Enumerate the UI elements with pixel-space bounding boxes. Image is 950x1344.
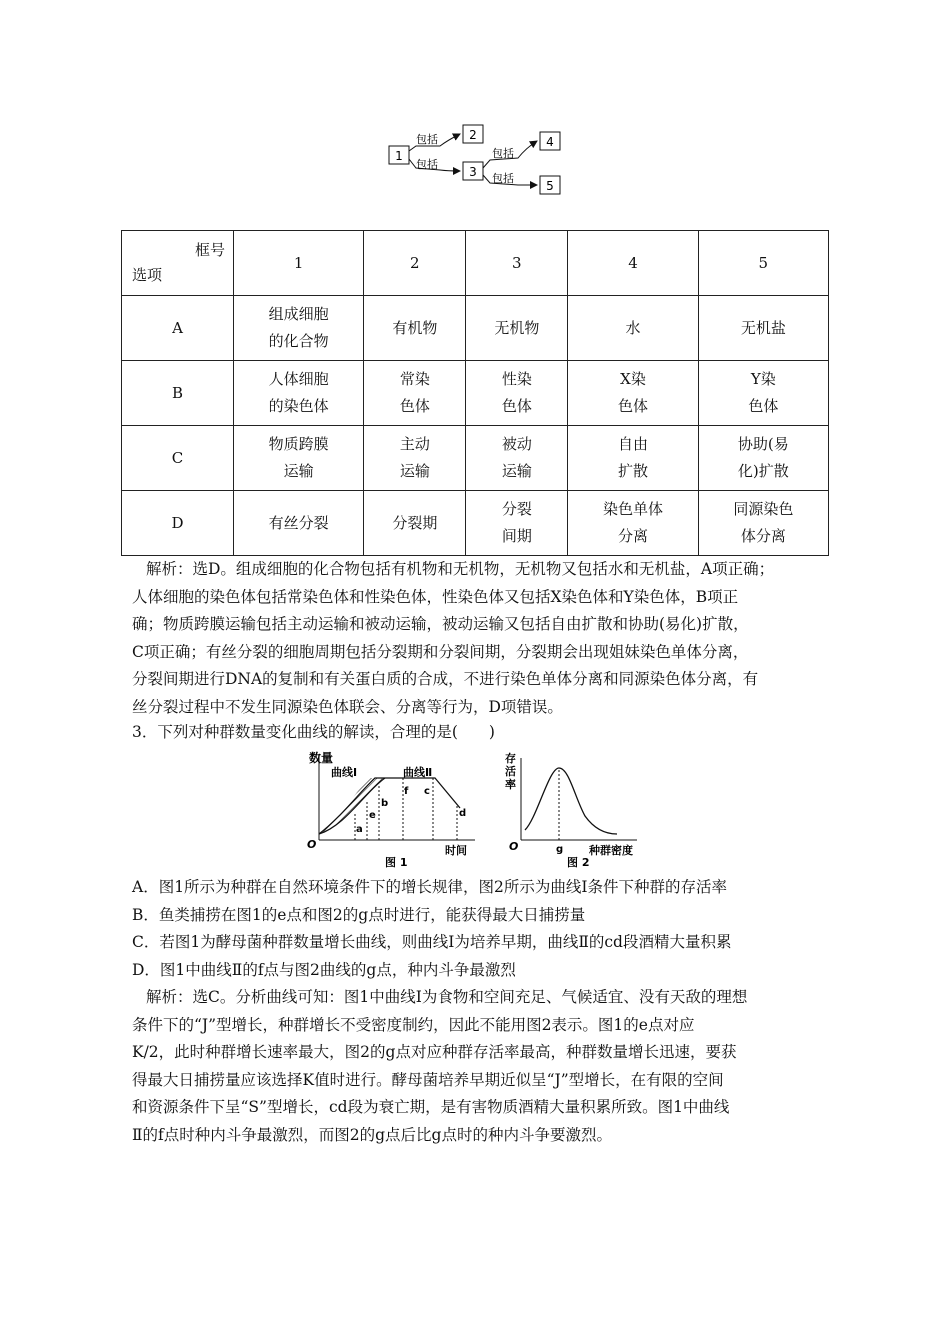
table-cell: 水 (568, 296, 698, 361)
analysis-line: 丝分裂过程中不发生同源染色体联会、分离等行为，D项错误。 (132, 697, 563, 716)
analysis-line: 分裂间期进行DNA的复制和有关蛋白质的合成，不进行染色单体分离和同源染色体分离，有 (132, 670, 759, 688)
figure-1-caption: 图 1 (385, 856, 408, 869)
option-d: D．图1中曲线Ⅱ的f点与图2曲线的g点，种内斗争最激烈 (132, 960, 516, 979)
y-axis-label-2: 活 (505, 765, 516, 778)
table-cell: 同源染色 体分离 (698, 491, 828, 556)
edge-label-3-4: 包括 (492, 147, 514, 160)
table-header-row (122, 231, 829, 296)
table-cell: 协助(易 化)扩散 (698, 426, 828, 491)
analysis-1 (132, 556, 822, 721)
row-option: C (122, 426, 234, 491)
box-1-label: 1 (395, 149, 403, 163)
analysis-line: 和资源条件下呈“S”型增长，cd段为衰亡期，是有害物质酒精大量积累所致。图1中曲线 (132, 1098, 730, 1116)
point-b: b (381, 798, 389, 809)
survival-curve (525, 768, 617, 834)
edge-label-1-2: 包括 (416, 133, 438, 146)
analysis-line: 人体细胞的染色体包括常染色体和性染色体，性染色体又包括X染色体和Y染色体，B项正 (132, 587, 739, 606)
table-cell: Y染 色体 (698, 361, 828, 426)
analysis-line: 得最大日捕捞量应该选择K值时进行。酵母菌培养早期近似呈“J”型增长，在有限的空间 (132, 1070, 724, 1089)
point-f: f (404, 786, 409, 797)
table-row (122, 491, 829, 556)
point-c: c (424, 786, 430, 797)
analysis-line: Ⅱ的f点时种内斗争最激烈，而图2的g点后比g点时的种内斗争要激烈。 (132, 1125, 612, 1144)
table-cell: 主动 运输 (364, 426, 466, 491)
column-header: 2 (364, 231, 466, 296)
table-cell: 物质跨膜 运输 (234, 426, 364, 491)
analysis-2 (132, 984, 832, 1149)
figure-1 (305, 748, 485, 870)
table-cell: 性染 色体 (466, 361, 568, 426)
table-row (122, 361, 829, 426)
y-axis-label-3: 率 (505, 778, 516, 791)
option-b: B．鱼类捕捞在图1的e点和图2的g点时进行，能获得最大日捕捞量 (132, 905, 586, 924)
option-a: A．图1所示为种群在自然环境条件下的增长规律，图2所示为曲线Ⅰ条件下种群的存活率 (132, 878, 728, 896)
table-cell: 组成细胞 的化合物 (234, 296, 364, 361)
analysis-line: 解析：选D。组成细胞的化合物包括有机物和无机物，无机物又包括水和无机盐，A项正确； (146, 560, 775, 578)
table-row (122, 296, 829, 361)
options (132, 874, 832, 984)
column-header: 4 (568, 231, 698, 296)
origin-label: O (509, 840, 519, 853)
column-header: 1 (234, 231, 364, 296)
curve-2-label: 曲线Ⅱ (403, 766, 433, 779)
analysis-line: 条件下的“J”型增长，种群增长不受密度制约，因此不能用图2表示。图1的e点对应 (132, 1015, 695, 1034)
table-cell: 染色单体 分离 (568, 491, 698, 556)
box-5-label: 5 (546, 179, 554, 193)
analysis-line: 确；物质跨膜运输包括主动运输和被动运输，被动运输又包括自由扩散和协助(易化)扩散， (132, 615, 749, 633)
row-option: D (122, 491, 234, 556)
column-header: 3 (466, 231, 568, 296)
curve-1-label: 曲线Ⅰ (331, 766, 358, 779)
concept-diagram (380, 118, 580, 200)
analysis-line: 解析：选C。分析曲线可知：图1中曲线Ⅰ为食物和空间充足、气候适宜、没有天敌的理想 (146, 988, 748, 1006)
point-e: e (369, 810, 376, 821)
x-axis-label: 时间 (445, 844, 467, 857)
option-table (121, 230, 829, 556)
table-cell: 分裂期 (364, 491, 466, 556)
row-option: A (122, 296, 234, 361)
box-2-label: 2 (469, 128, 477, 142)
figure-2-caption: 图 2 (567, 856, 590, 869)
column-header: 5 (698, 231, 828, 296)
edge-label-3-5: 包括 (492, 172, 514, 185)
table-cell: 有机物 (364, 296, 466, 361)
figure-2 (505, 748, 645, 870)
question-3: 3．下列对种群数量变化曲线的解读，合理的是( ) (132, 723, 495, 741)
table-cell: 常染 色体 (364, 361, 466, 426)
row-option: B (122, 361, 234, 426)
box-3-label: 3 (469, 165, 477, 179)
x-axis-label: 种群密度 (589, 844, 633, 857)
table-cell: 自由 扩散 (568, 426, 698, 491)
table-cell: 人体细胞 的染色体 (234, 361, 364, 426)
table-corner-cell (122, 231, 234, 296)
table-cell: 被动 运输 (466, 426, 568, 491)
origin-label: O (307, 838, 317, 851)
y-axis-label-1: 存 (505, 752, 516, 765)
table-cell: 分裂 间期 (466, 491, 568, 556)
y-axis-label: 数量 (309, 751, 334, 765)
table-row (122, 426, 829, 491)
analysis-line: C项正确；有丝分裂的细胞周期包括分裂期和分裂间期，分裂期会出现姐妹染色单体分离， (132, 642, 749, 661)
curve-2 (319, 778, 460, 834)
edge-label-1-3: 包括 (416, 158, 438, 171)
header-bottom: 选项 (132, 266, 163, 284)
point-g: g (556, 844, 564, 855)
point-a: a (356, 824, 363, 835)
option-c: C．若图1为酵母菌种群数量增长曲线，则曲线Ⅰ为培养早期，曲线Ⅱ的cd段酒精大量积累 (132, 933, 732, 951)
point-d: d (459, 808, 467, 819)
table-cell: X染 色体 (568, 361, 698, 426)
box-4-label: 4 (546, 135, 554, 149)
table-cell: 无机物 (466, 296, 568, 361)
analysis-line: K/2，此时种群增长速率最大，图2的g点对应种群存活率最高，种群数量增长迅速，要获 (132, 1043, 737, 1061)
table-cell: 有丝分裂 (234, 491, 364, 556)
table-cell: 无机盐 (698, 296, 828, 361)
header-top: 框号 (194, 241, 225, 259)
